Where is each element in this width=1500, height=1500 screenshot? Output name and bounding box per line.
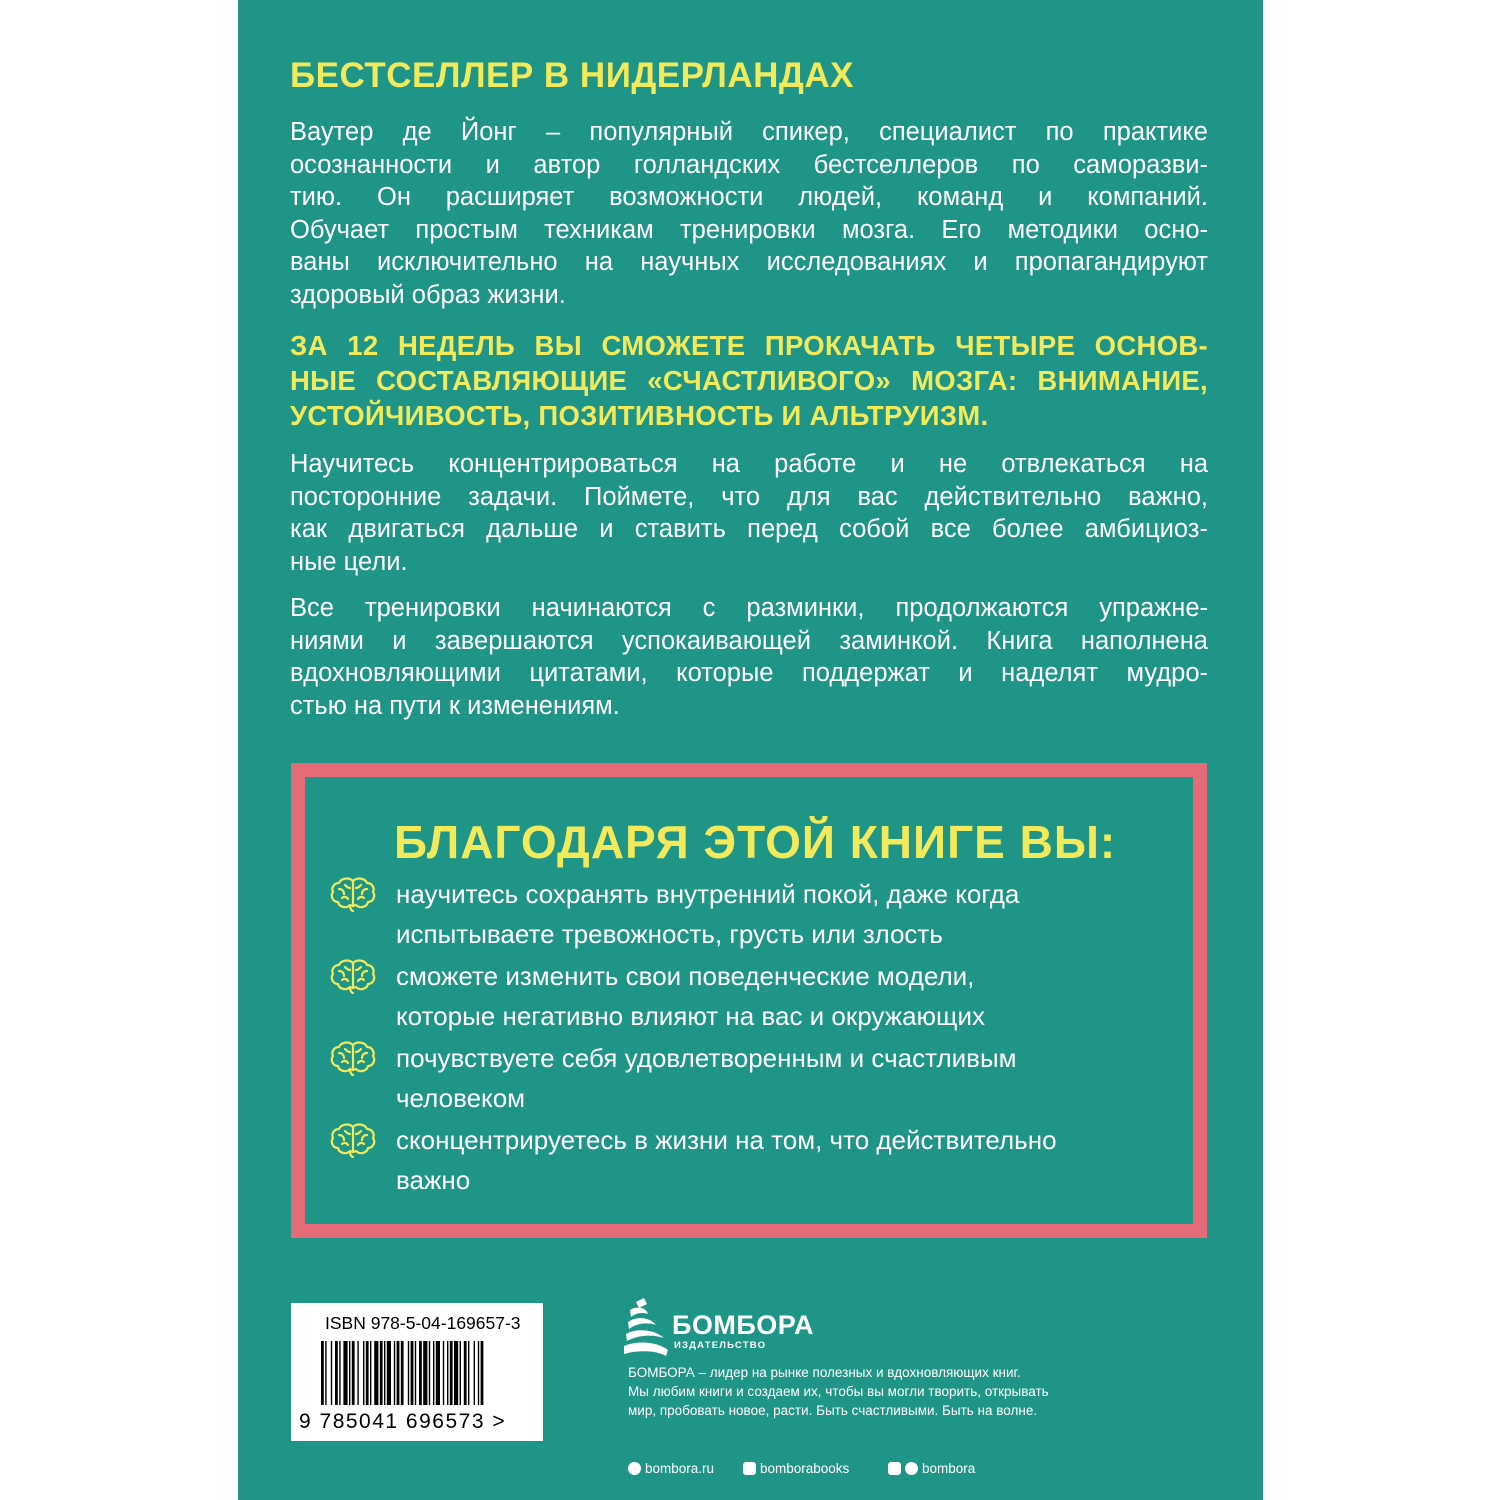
globe-icon [628, 1462, 641, 1475]
highlight-paragraph [290, 328, 1208, 433]
vk-icon [743, 1462, 756, 1475]
benefits-title: БЛАГОДАРЯ ЭТОЙ КНИГЕ ВЫ: [394, 816, 1117, 868]
highlight-line: УСТОЙЧИВОСТЬ, ПОЗИТИВНОСТЬ И АЛЬТРУИЗМ. [290, 400, 989, 431]
paragraph-line: здоровый образ жизни. [290, 280, 566, 309]
publisher-name: БОМБОРА [672, 1310, 814, 1340]
paragraph-line: Все тренировки начинаются с разминки, продолжаются упражне- [290, 594, 1208, 622]
website-link[interactable] [628, 1461, 714, 1476]
isbn-label: ISBN 978-5-04-169657-3 [325, 1313, 521, 1333]
about-line: мир, пробовать новое, расти. Быть счастливыми. Быть на волне. [628, 1403, 1038, 1418]
benefit-text [396, 874, 1156, 954]
about-line: БОМБОРА – лидер на рынке полезных и вдохновляющих книг. [628, 1365, 1021, 1380]
publisher-about [628, 1363, 1188, 1420]
highlight-line: ЗА 12 НЕДЕЛЬ ВЫ СМОЖЕТЕ ПРОКАЧАТЬ ЧЕТЫРЕ ОСНОВ- [290, 330, 1208, 361]
benefit-line: которые негативно влияют на вас и окружающих [396, 1001, 985, 1031]
paragraph-line: ниями и завершаются успокаивающей заминкой. Книга наполнена [290, 626, 1208, 655]
brain-icon [330, 876, 376, 912]
paragraph-line: ные цели. [290, 547, 408, 576]
benefit-line: важно [396, 1165, 471, 1195]
bestseller-heading: БЕСТСЕЛЛЕР В НИДЕРЛАНДАХ [290, 56, 854, 95]
paragraph-line: Научитесь концентрироваться на работе и не отвлекаться на [290, 450, 1208, 478]
telegram-label: bombora [922, 1461, 976, 1476]
publisher-subtitle: ИЗДАТЕЛЬСТВО [674, 1340, 767, 1351]
isbn-barcode-block [291, 1303, 543, 1441]
brain-icon [330, 1040, 376, 1076]
paragraph-line: ваны исключительно на научных исследованиях и пропагандируют [290, 248, 1208, 276]
benefit-line: испытываете тревожность, грусть или злость [396, 919, 943, 949]
about-line: Мы любим книги и создаем их, чтобы вы могли творить, открывать [628, 1384, 1049, 1399]
vk-link[interactable] [743, 1461, 849, 1476]
benefit-line: сможете изменить свои поведенческие модели, [396, 961, 975, 991]
benefit-line: почувствуете себя удовлетворенным и счастливым [396, 1043, 1017, 1073]
website-label: bombora.ru [645, 1461, 715, 1476]
focus-paragraph [290, 448, 1208, 578]
author-paragraph [290, 116, 1208, 311]
benefit-text [396, 956, 1156, 1036]
brain-icon [330, 1122, 376, 1158]
highlight-line: НЫЕ СОСТАВЛЯЮЩИЕ «СЧАСТЛИВОГО» МОЗГА: ВНИМАНИЕ, [290, 365, 1208, 396]
paragraph-line: осознанности и автор голландских бестселлеров по саморазви- [290, 150, 1208, 179]
paragraph-line: как двигаться дальше и ставить перед собой все более амбициоз- [290, 515, 1208, 543]
telegram-link[interactable] [888, 1461, 975, 1476]
training-paragraph [290, 592, 1208, 722]
paragraph-line: стью на пути к изменениям. [290, 691, 620, 720]
isbn-digits: 9 785041 696573 > [299, 1410, 507, 1433]
benefit-line: научитесь сохранять внутренний покой, даже когда [396, 879, 1020, 909]
paragraph-line: посторонние задачи. Поймете, что для вас действительно важно, [290, 482, 1208, 511]
vk-label: bomborabooks [760, 1461, 850, 1476]
paragraph-line: Ваутер де Йонг – популярный спикер, специалист по практике [290, 118, 1208, 146]
brain-icon [330, 958, 376, 994]
barcode [291, 1333, 543, 1411]
telegram-icon [905, 1462, 918, 1475]
paragraph-line: вдохновляющими цитатами, которые поддержат и наделят мудро- [290, 659, 1208, 687]
benefit-text [396, 1038, 1156, 1118]
paragraph-line: Обучает простым техникам тренировки мозга. Его методики осно- [290, 215, 1208, 244]
bombora-logo-icon [622, 1298, 670, 1358]
benefit-line: сконцентрируетесь в жизни на том, что действительно [396, 1125, 1057, 1155]
plus-icon [888, 1462, 901, 1475]
benefit-line: человеком [396, 1083, 526, 1113]
paragraph-line: тию. Он расширяет возможности людей, команд и компаний. [290, 183, 1208, 211]
benefit-text [396, 1120, 1156, 1200]
